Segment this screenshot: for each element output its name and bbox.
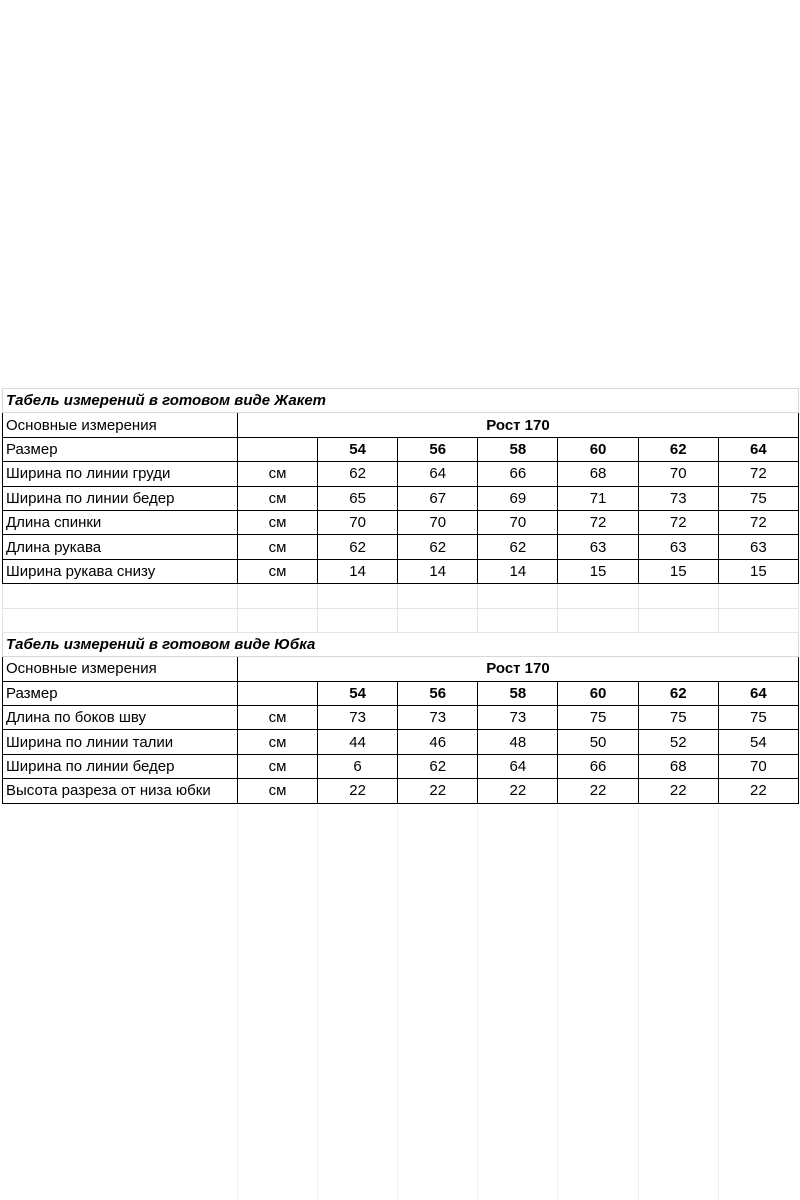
measurement-name: Длина спинки [3, 510, 238, 534]
skirt-title-row [3, 632, 799, 656]
skirt-size-cell: 56 [398, 681, 478, 705]
jacket-table-title: Табель измерений в готовом виде Жакет [3, 389, 799, 413]
table-row [3, 535, 799, 559]
measurement-value: 75 [638, 706, 718, 730]
measurement-value: 22 [638, 779, 718, 803]
measurement-unit: см [238, 779, 318, 803]
measurement-name: Ширина по линии талии [3, 730, 238, 754]
measurement-unit: см [238, 510, 318, 534]
jacket-size-cell: 60 [558, 437, 638, 461]
measurement-value: 46 [398, 730, 478, 754]
jacket-height-label: Рост 170 [238, 413, 799, 437]
skirt-size-unit-empty [238, 681, 318, 705]
measurement-value: 70 [398, 510, 478, 534]
jacket-title-row [3, 389, 799, 413]
skirt-size-cell: 64 [718, 681, 798, 705]
jacket-size-cell: 56 [398, 437, 478, 461]
measurement-value: 15 [558, 559, 638, 583]
measurement-value: 69 [478, 486, 558, 510]
measurement-value: 22 [478, 779, 558, 803]
measurement-unit: см [238, 730, 318, 754]
measurement-unit: см [238, 535, 318, 559]
measurement-value: 70 [318, 510, 398, 534]
measurement-value: 72 [718, 462, 798, 486]
measurement-value: 75 [558, 706, 638, 730]
measurement-value: 22 [318, 779, 398, 803]
measurement-value: 15 [718, 559, 798, 583]
jacket-size-cell: 64 [718, 437, 798, 461]
measurement-value: 64 [398, 462, 478, 486]
measurement-unit: см [238, 754, 318, 778]
measurement-value: 50 [558, 730, 638, 754]
measurement-value: 73 [398, 706, 478, 730]
jacket-size-cell: 58 [478, 437, 558, 461]
measurement-name: Длина по боков шву [3, 706, 238, 730]
measurement-value: 14 [398, 559, 478, 583]
measurement-value: 62 [398, 754, 478, 778]
jacket-size-row [3, 437, 799, 461]
measurement-value: 70 [478, 510, 558, 534]
measurement-value: 67 [398, 486, 478, 510]
measurement-value: 73 [638, 486, 718, 510]
skirt-height-label: Рост 170 [238, 657, 799, 681]
jacket-header-row [3, 413, 799, 437]
measurement-value: 65 [318, 486, 398, 510]
skirt-size-cell: 54 [318, 681, 398, 705]
measurement-value: 14 [478, 559, 558, 583]
measurement-value: 63 [718, 535, 798, 559]
measurement-unit: см [238, 486, 318, 510]
measurement-value: 72 [718, 510, 798, 534]
skirt-size-label: Размер [3, 681, 238, 705]
measurement-value: 70 [718, 754, 798, 778]
measurement-value: 68 [638, 754, 718, 778]
measurement-value: 48 [478, 730, 558, 754]
table-row [3, 510, 799, 534]
measurement-value: 62 [318, 535, 398, 559]
measurement-value: 22 [558, 779, 638, 803]
measurement-name: Ширина по линии груди [3, 462, 238, 486]
table-row [3, 486, 799, 510]
faint-grid-lines [2, 808, 798, 1200]
measurement-value: 70 [638, 462, 718, 486]
measurement-name: Высота разреза от низа юбки [3, 779, 238, 803]
jacket-main-label: Основные измерения [3, 413, 238, 437]
measurement-value: 73 [318, 706, 398, 730]
jacket-size-cell: 54 [318, 437, 398, 461]
measurement-value: 62 [318, 462, 398, 486]
measurement-value: 52 [638, 730, 718, 754]
measurement-value: 6 [318, 754, 398, 778]
table-row [3, 462, 799, 486]
spreadsheet [2, 388, 800, 804]
jacket-size-cell: 62 [638, 437, 718, 461]
measurement-value: 22 [398, 779, 478, 803]
jacket-size-label: Размер [3, 437, 238, 461]
skirt-size-cell: 58 [478, 681, 558, 705]
measurement-unit: см [238, 462, 318, 486]
skirt-size-row [3, 681, 799, 705]
table-row [3, 730, 799, 754]
table-row [3, 559, 799, 583]
skirt-table-title: Табель измерений в готовом виде Юбка [3, 632, 799, 656]
skirt-main-label: Основные измерения [3, 657, 238, 681]
measurement-unit: см [238, 706, 318, 730]
empty-row [3, 608, 799, 632]
jacket-size-unit-empty [238, 437, 318, 461]
measurement-value: 64 [478, 754, 558, 778]
table-row [3, 706, 799, 730]
measurement-value: 75 [718, 706, 798, 730]
measurement-unit: см [238, 559, 318, 583]
measurement-value: 75 [718, 486, 798, 510]
measurement-value: 63 [558, 535, 638, 559]
measurement-name: Длина рукава [3, 535, 238, 559]
measurement-value: 15 [638, 559, 718, 583]
skirt-size-cell: 60 [558, 681, 638, 705]
skirt-header-row [3, 657, 799, 681]
empty-row [3, 584, 799, 608]
measurement-value: 63 [638, 535, 718, 559]
measurement-value: 14 [318, 559, 398, 583]
measurement-value: 68 [558, 462, 638, 486]
measurement-value: 22 [718, 779, 798, 803]
measurement-sheet [2, 388, 799, 804]
measurement-value: 72 [638, 510, 718, 534]
measurement-value: 66 [478, 462, 558, 486]
measurement-value: 62 [478, 535, 558, 559]
measurement-value: 62 [398, 535, 478, 559]
measurement-value: 44 [318, 730, 398, 754]
skirt-size-cell: 62 [638, 681, 718, 705]
measurement-name: Ширина по линии бедер [3, 486, 238, 510]
measurement-value: 72 [558, 510, 638, 534]
table-row [3, 754, 799, 778]
measurement-name: Ширина рукава снизу [3, 559, 238, 583]
measurement-value: 71 [558, 486, 638, 510]
measurement-value: 54 [718, 730, 798, 754]
measurement-value: 73 [478, 706, 558, 730]
table-row [3, 779, 799, 803]
measurement-name: Ширина по линии бедер [3, 754, 238, 778]
measurement-value: 66 [558, 754, 638, 778]
